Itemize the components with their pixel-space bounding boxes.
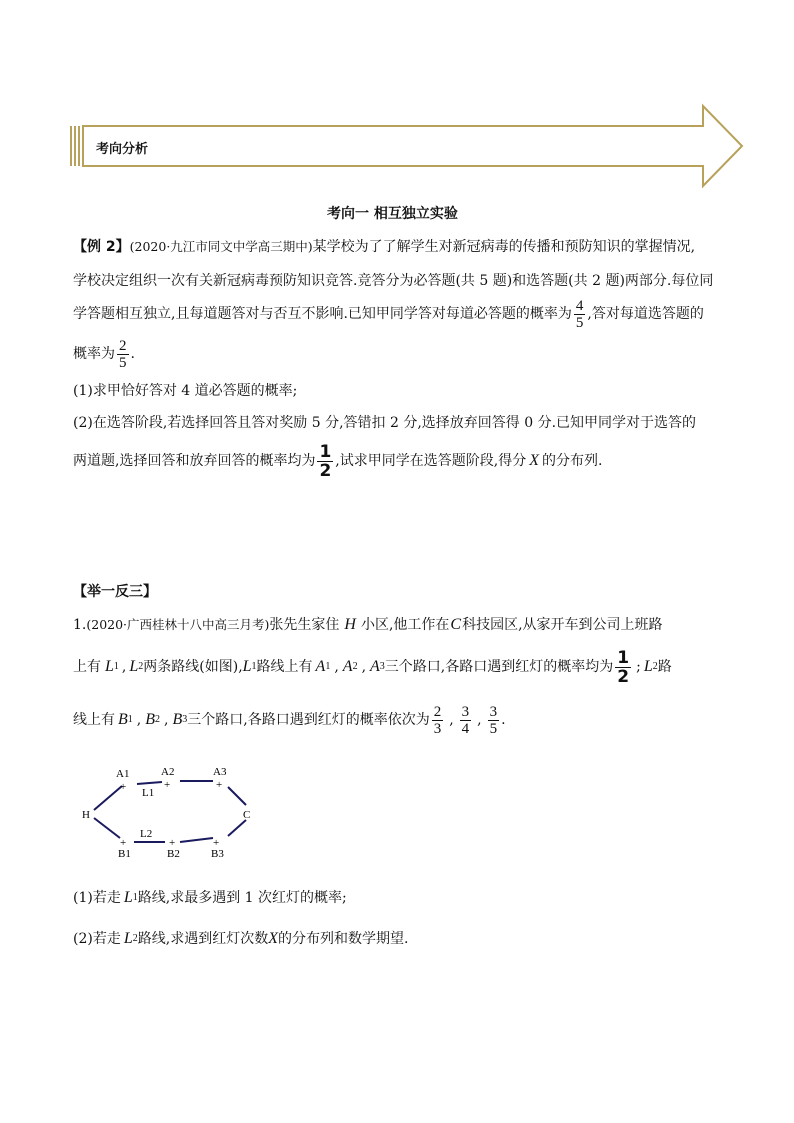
node-B2: B2 (167, 848, 180, 860)
example-question-1: (1)求甲恰好答对 4 道必答题的概率; (73, 383, 298, 399)
node-A1: A1 (116, 768, 130, 780)
edge-B3-C (228, 820, 246, 836)
example-question-2-line-2: 两道题,选择回答和放弃回答的概率均为 $\frac{1}{2}$ ,试求甲同学在选答题阶段,得分 X 的分布列. (73, 441, 603, 481)
edge-A3-C (228, 787, 246, 805)
node-A3: A3 (213, 766, 227, 778)
edge-H-B1 (94, 818, 120, 838)
plus-A1: + (120, 781, 127, 793)
plus-A2: + (164, 779, 171, 791)
example-line-4: 概率为 $\frac{2}{5}$ . (73, 337, 135, 371)
node-B3: B3 (211, 848, 224, 860)
plus-B3: + (213, 837, 220, 849)
practice-header: 【举一反三】 (73, 584, 157, 600)
node-H: H (82, 809, 90, 821)
edge-label-L2: L2 (140, 828, 153, 840)
node-C: C (243, 809, 251, 821)
practice-question-1: (1)若走 L 1 路线,求最多遇到 1 次红灯的概率; (73, 889, 347, 906)
fraction-3-5: $\frac{3}{5}$ (489, 703, 498, 737)
example-tag: 【例 2】 (73, 239, 130, 255)
edge-B2-B3 (180, 838, 213, 842)
fraction-3-4: $\frac{3}{4}$ (461, 703, 470, 737)
fraction-2-3: $\frac{2}{3}$ (433, 703, 442, 737)
practice-line-3: 线上有 B 1 , B 2 , B 3 三个路口,各路口遇到红灯的概率依次为 $\frac{2}{3}$ , $\frac{3}{4}$ , $\frac{3}{5}$ . (73, 703, 506, 737)
example-line-1: 【例 2】(2020·九江市同文中学高三期中)某学校为了了解学生对新冠病毒的传播和预防知识的掌握情况, (73, 239, 696, 255)
plus-B2: + (169, 837, 176, 849)
fraction-4-5: $\frac{4}{5}$ (575, 297, 584, 331)
route-diagram (70, 760, 270, 865)
node-A2: A2 (161, 766, 175, 778)
node-B1: B1 (118, 848, 131, 860)
fraction-2-5: $\frac{2}{5}$ (119, 337, 127, 371)
fraction-1-2-b: $\frac{1}{2}$ (617, 647, 630, 687)
banner-arrow (0, 0, 794, 200)
banner-title: 考向分析 (96, 142, 149, 157)
practice-line-1: 1. (2020·广西桂林十八中高三月考) 张先生家住 H 小区,他工作在 C 科技园区,从家开车到公司上班路 (73, 616, 663, 633)
example-source: (2020·九江市同文中学高三期中) (129, 239, 313, 254)
edge-A1-A2 (137, 782, 162, 784)
edge-H-A1 (94, 786, 122, 810)
example-question-2-line-1: (2)在选答阶段,若选择回答且答对奖励 5 分,答错扣 2 分,选择放弃回答得 0 分.已知甲同学对于选答的 (73, 415, 697, 431)
practice-line-2: 上有 L 1 , L 2 两条路线(如图), L 1 路线上有 A 1 , A 2 , A 3 三个路口,各路口遇到红灯的概率均为 $\frac{1}{2}$ ; L 2 路 (73, 647, 672, 687)
plus-B1: + (120, 837, 127, 849)
fraction-1-2: $\frac{1}{2}$ (319, 441, 332, 481)
edge-label-L1: L1 (142, 787, 155, 799)
practice-question-2: (2)若走 L 2 路线,求遇到红灯次数 X 的分布列和数学期望. (73, 930, 409, 947)
practice-source: (2020·广西桂林十八中高三月考) (86, 617, 270, 632)
example-line-3: 学答题相互独立,且每道题答对与否互不影响.已知甲同学答对每道必答题的概率为 $\frac{4}{5}$ ,答对每道选答题的 (73, 297, 704, 331)
example-line-2: 学校决定组织一次有关新冠病毒预防知识竞答.竞答分为必答题(共 5 题)和选答题(共 2 题)两部分.每位同 (73, 273, 714, 289)
section-title: 考向一 相互独立实验 (327, 206, 458, 222)
plus-A3: + (216, 779, 223, 791)
